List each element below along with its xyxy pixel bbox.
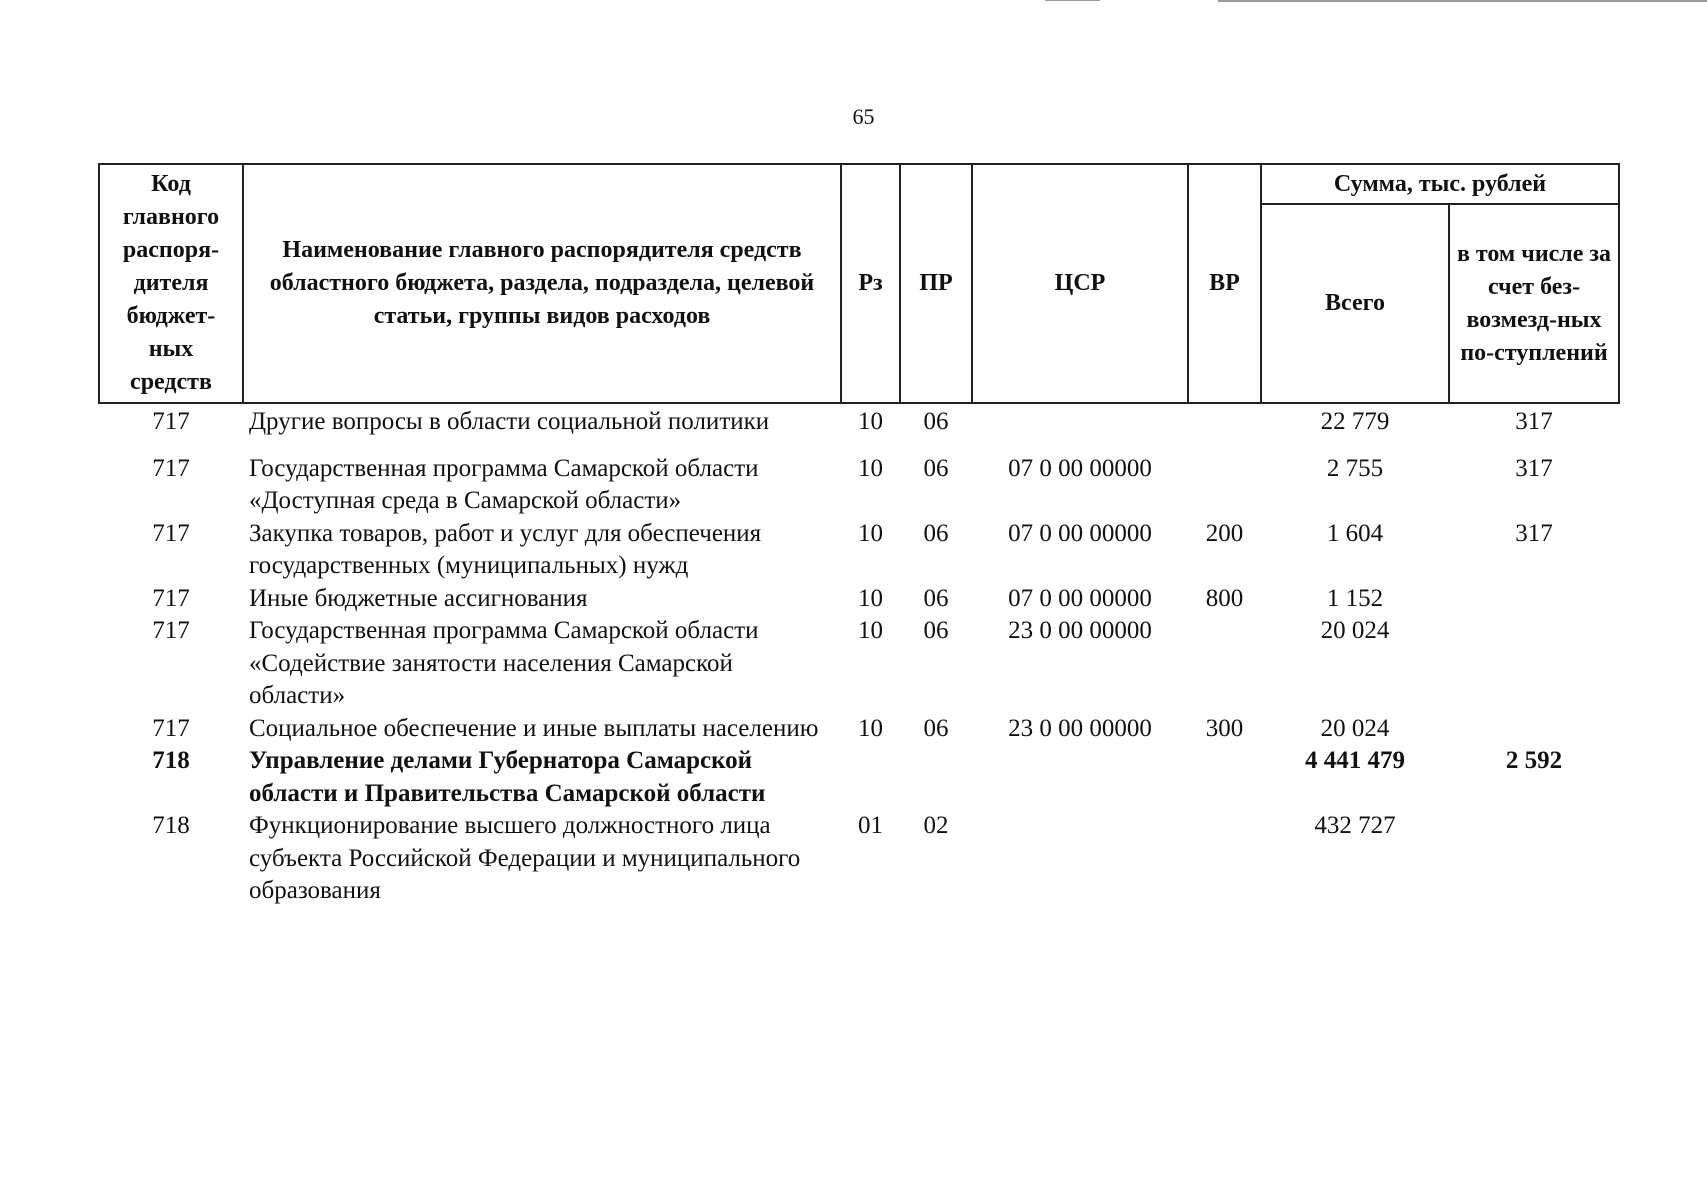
row-rz: 10: [858, 617, 883, 644]
row-free: 317: [1515, 408, 1553, 435]
row-name: Государственная программа Самарской области «Доступная среда в Самарской области»: [249, 454, 759, 514]
row-code: 717: [152, 408, 190, 435]
row-vr: [1188, 403, 1261, 445]
row-pr: 06: [923, 519, 949, 547]
row-total: 1 604: [1326, 519, 1384, 547]
page-number: 65: [852, 104, 875, 129]
table-row: [99, 810, 1619, 908]
table-row: [99, 713, 1619, 746]
row-csr: 07 0 00 00000: [1008, 454, 1152, 482]
row-rz: 10: [858, 408, 883, 435]
row-pr: 06: [923, 454, 949, 482]
row-free: [1449, 583, 1619, 616]
row-vr: [1188, 615, 1261, 713]
row-csr: [972, 403, 1188, 445]
budget-table: [98, 163, 1620, 908]
row-free: [1449, 810, 1619, 908]
table-row: [99, 583, 1619, 616]
row-total: 22 779: [1320, 408, 1390, 435]
row-name: Управление делами Губернатора Самарской области и Правительства Самарской области: [249, 747, 766, 807]
table-row: [99, 518, 1619, 583]
row-code: 717: [152, 584, 190, 612]
row-code: 717: [152, 617, 190, 644]
row-rz: 10: [858, 584, 883, 612]
row-rz: 01: [858, 812, 883, 839]
row-vr: 200: [1205, 519, 1244, 547]
row-csr: 23 0 00 00000: [1008, 714, 1152, 742]
header-total: Всего: [1261, 204, 1449, 403]
header-name: Наименование главного распорядителя средств областного бюджета, раздела, подраздела, целевой статьи, группы видов расходов: [243, 164, 841, 403]
row-total: 4 441 479: [1305, 747, 1405, 774]
row-total: 1 152: [1326, 584, 1384, 612]
row-code: 718: [152, 747, 190, 774]
row-vr: [1188, 810, 1261, 908]
row-pr: 06: [923, 617, 949, 644]
row-name: Социальное обеспечение и иные выплаты населению: [249, 714, 819, 742]
row-total: 20 024: [1320, 714, 1390, 742]
scan-edge-mark: [1045, 0, 1100, 1]
row-vr: [1188, 745, 1261, 810]
scan-edge-mark: [1218, 0, 1707, 2]
row-name: Другие вопросы в области социальной политики: [249, 408, 770, 435]
row-csr: 23 0 00 00000: [1008, 617, 1152, 644]
row-rz: 10: [858, 454, 883, 482]
row-pr: 02: [923, 812, 949, 839]
row-total: 2 755: [1326, 454, 1384, 482]
row-csr: 07 0 00 00000: [1008, 519, 1152, 547]
table-row: [99, 445, 1619, 518]
row-code: 717: [152, 714, 190, 742]
table-body: [99, 403, 1619, 908]
row-csr: [972, 810, 1188, 908]
row-pr: 06: [923, 584, 949, 612]
row-code: 717: [152, 454, 190, 482]
row-vr: 800: [1205, 584, 1244, 612]
row-csr: 07 0 00 00000: [1008, 584, 1152, 612]
row-rz: 10: [858, 714, 883, 742]
header-csr: ЦСР: [972, 164, 1188, 403]
row-total: 432 727: [1314, 812, 1396, 839]
row-csr: [972, 745, 1188, 810]
table-row: [99, 615, 1619, 713]
row-vr: [1188, 445, 1261, 518]
row-pr: [900, 745, 972, 810]
row-code: 718: [152, 812, 190, 839]
table-row: [99, 403, 1619, 445]
row-vr: 300: [1205, 714, 1244, 742]
row-free: 2 592: [1505, 747, 1563, 774]
row-name: Иные бюджетные ассигнования: [249, 584, 588, 612]
row-pr: 06: [923, 408, 949, 435]
row-total: 20 024: [1320, 617, 1390, 644]
row-free: [1449, 615, 1619, 713]
row-name: Функционирование высшего должностного лица субъекта Российской Федерации и муниципального образования: [249, 812, 801, 904]
row-free: 317: [1515, 519, 1553, 547]
row-pr: 06: [923, 714, 949, 742]
table-row: [99, 745, 1619, 810]
row-code: 717: [152, 519, 190, 547]
row-free: [1449, 713, 1619, 746]
row-rz: 10: [858, 519, 883, 547]
row-free: 317: [1515, 454, 1553, 482]
row-name: Закупка товаров, работ и услуг для обеспечения государственных (муниципальных) нужд: [249, 519, 762, 579]
row-rz: [841, 745, 900, 810]
header-code: Код главного распоря-дителя бюджет-ных средств: [99, 164, 243, 403]
header-pr: ПР: [900, 164, 972, 403]
row-name: Государственная программа Самарской области «Содействие занятости населения Самарской области»: [249, 617, 759, 709]
header-sum-group: Сумма, тыс. рублей: [1261, 164, 1619, 204]
header-rz: Рз: [841, 164, 900, 403]
header-vr: ВР: [1188, 164, 1261, 403]
header-free: в том числе за счет без-возмезд-ных по-ступлений: [1449, 204, 1619, 403]
